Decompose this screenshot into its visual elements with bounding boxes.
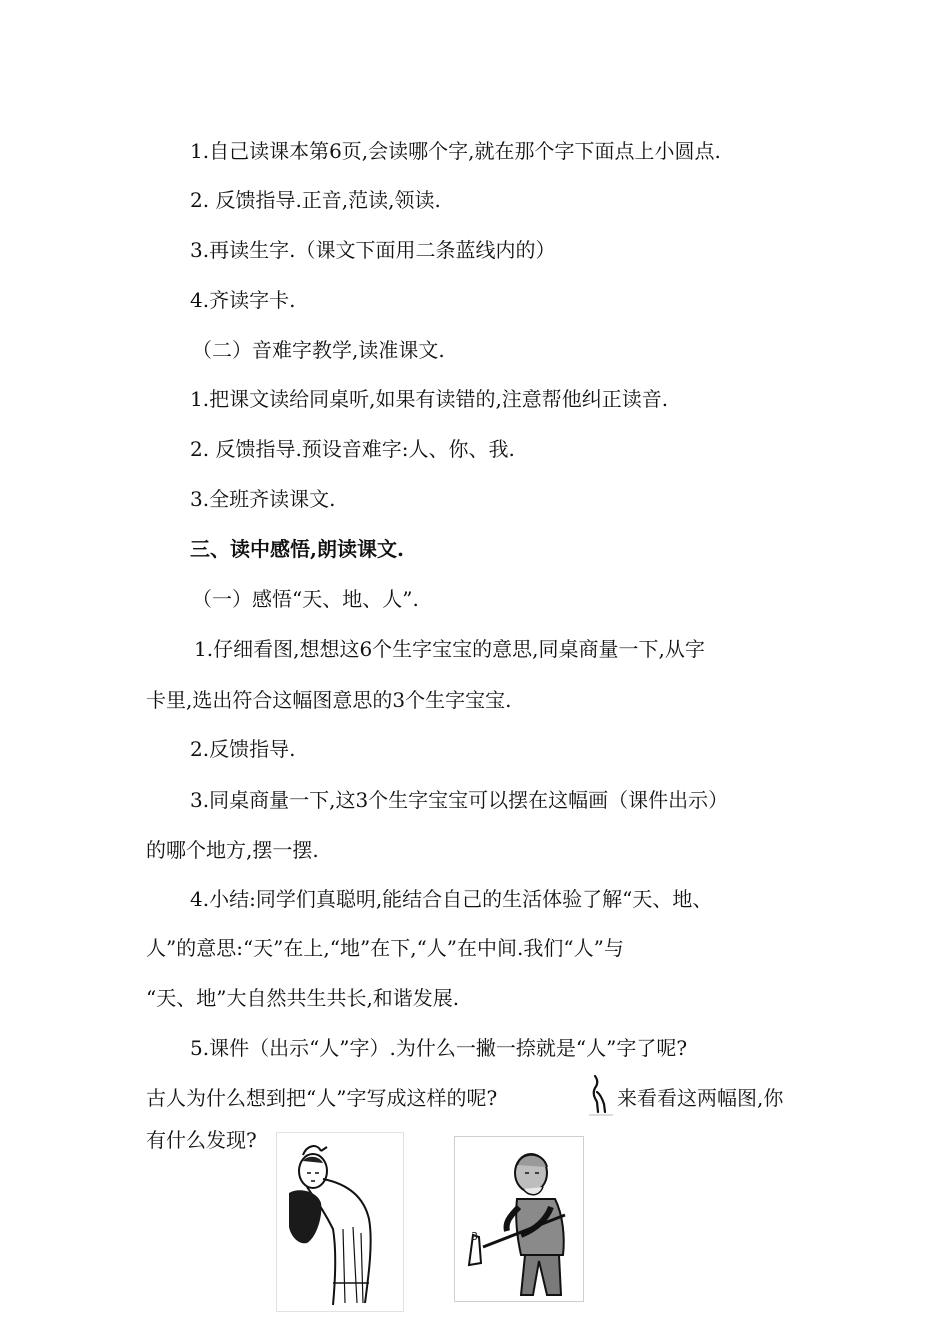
text-line: 人”的意思:“天”在上,“地”在下,“人”在中间.我们“人”与 <box>146 936 624 960</box>
text-line: 1.仔细看图,想想这6个生字宝宝的意思,同桌商量一下,从字 <box>194 637 705 661</box>
text-line: 4.小结:同学们真聪明,能结合自己的生活体验了解“天、地、 <box>190 887 713 911</box>
text-line: 有什么发现? <box>146 1128 257 1152</box>
text-line: 3.同桌商量一下,这3个生字宝宝可以摆在这幅画（课件出示） <box>190 788 729 812</box>
text-line: 的哪个地方,摆一摆. <box>146 838 319 862</box>
farmer-with-hoe-image <box>454 1136 584 1302</box>
text-line: 3.再读生字.（课文下面用二条蓝线内的） <box>190 238 556 262</box>
text-line: （二）音难字教学,读准课文. <box>192 338 445 362</box>
text-line: 2. 反馈指导.正音,范读,领读. <box>190 188 441 212</box>
ancient-ren-character-icon <box>583 1072 615 1118</box>
text-line: 古人为什么想到把“人”字写成这样的呢? <box>146 1086 498 1110</box>
text-line: “天、地”大自然共生共长,和谐发展. <box>146 986 460 1010</box>
text-line: 1.把课文读给同桌听,如果有读错的,注意帮他纠正读音. <box>190 387 669 411</box>
section-heading: 三、读中感悟,朗读课文. <box>190 537 404 561</box>
text-line: 2. 反馈指导.预设音难字:人、你、我. <box>190 437 515 461</box>
text-line: 卡里,选出符合这幅图意思的3个生字宝宝. <box>146 688 512 712</box>
text-line: 3.全班齐读课文. <box>190 487 336 511</box>
text-line: 2.反馈指导. <box>190 737 296 761</box>
text-line: 1.自己读课本第6页,会读哪个字,就在那个字下面点上小圆点. <box>190 139 721 163</box>
text-line: 4.齐读字卡. <box>190 288 296 312</box>
text-line: （一）感悟“天、地、人”. <box>192 587 419 611</box>
text-line: 来看看这两幅图,你 <box>617 1086 784 1110</box>
bowing-person-image <box>276 1132 404 1312</box>
text-line: 5.课件（出示“人”字）.为什么一撇一捺就是“人”字了呢? <box>190 1036 688 1060</box>
page-number: 3 <box>471 1230 478 1243</box>
